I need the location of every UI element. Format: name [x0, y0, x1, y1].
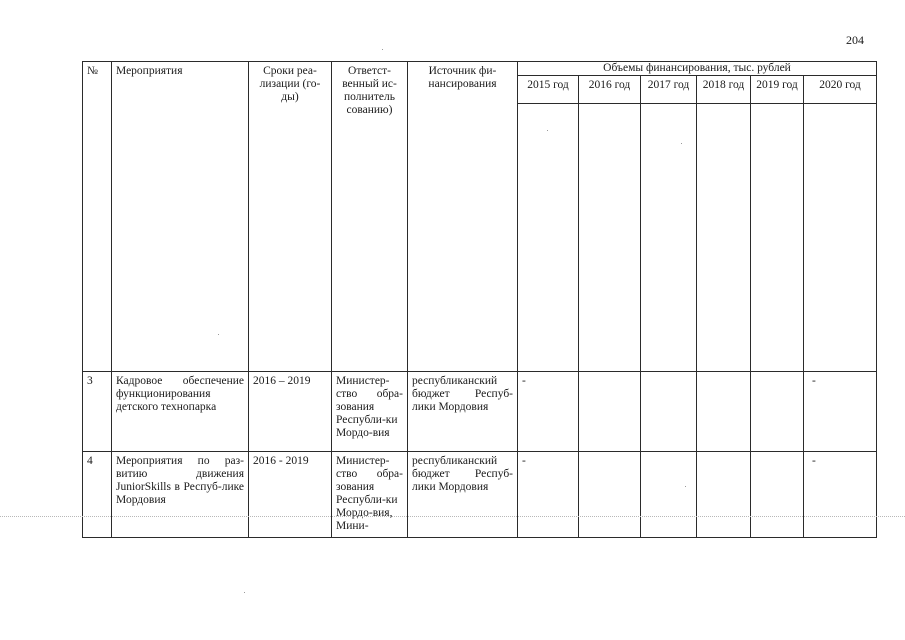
- row-period: 2016 – 2019: [249, 372, 332, 452]
- row-num: 3: [83, 372, 112, 452]
- row-event: Кадровое обеспечение функционирования детского технопарка: [112, 372, 249, 452]
- row-period: 2016 - 2019: [249, 452, 332, 538]
- row-value-2015: -: [518, 452, 579, 538]
- row-event: Мероприятия по раз-витию движения JuniorSkills в Респуб-лике Мордовия: [112, 452, 249, 538]
- row-source: республиканский бюджет Респуб-лики Мордовия: [408, 372, 518, 452]
- scan-speck: [685, 486, 686, 487]
- scan-artifact-line: [0, 516, 905, 517]
- page-number: 204: [846, 33, 864, 47]
- row-value-2018: [697, 372, 751, 452]
- header-source: Источник фи-нансирования: [408, 62, 518, 372]
- row-value-2019: [751, 372, 804, 452]
- row-value-2019: [751, 452, 804, 538]
- row-value-2017: [641, 452, 697, 538]
- header-responsible: Ответст-венный ис-полнитель сованию): [332, 62, 408, 372]
- row-num: 4: [83, 452, 112, 538]
- header-year-2020: 2020 год: [804, 76, 877, 104]
- blank-cell: [751, 104, 804, 372]
- header-year-2015: 2015 год: [518, 76, 579, 104]
- table-row: [83, 452, 877, 538]
- header-volumes: Объемы финансирования, тыс. рублей: [518, 62, 877, 76]
- header-event: Мероприятия: [112, 62, 249, 372]
- row-value-2016: [579, 372, 641, 452]
- header-year-2016: 2016 год: [579, 76, 641, 104]
- scan-speck: [218, 334, 219, 335]
- table-row: [83, 372, 877, 452]
- row-value-2017: [641, 372, 697, 452]
- row-value-2016: [579, 452, 641, 538]
- blank-cell: [641, 104, 697, 372]
- row-value-2020: -: [804, 372, 877, 452]
- blank-cell: [579, 104, 641, 372]
- scan-speck: [547, 130, 548, 131]
- blank-cell: [804, 104, 877, 372]
- row-responsible: Министер-ство обра-зования Республи-ки Мордо-вия: [332, 372, 408, 452]
- scan-speck: [244, 592, 245, 593]
- row-source: республиканский бюджет Респуб-лики Мордовия: [408, 452, 518, 538]
- financing-table: [82, 61, 877, 538]
- row-value-2018: [697, 452, 751, 538]
- blank-cell: [518, 104, 579, 372]
- row-value-2020: -: [804, 452, 877, 538]
- scan-speck: [382, 49, 383, 50]
- row-responsible: Министер-ство обра-зования Республи-ки Мордо-вия, Мини-: [332, 452, 408, 538]
- header-year-2019: 2019 год: [751, 76, 804, 104]
- row-value-2015: -: [518, 372, 579, 452]
- header-num: №: [83, 62, 112, 372]
- header-year-2017: 2017 год: [641, 76, 697, 104]
- blank-cell: [697, 104, 751, 372]
- header-period: Сроки реа-лизации (го-ды): [249, 62, 332, 372]
- scan-speck: [681, 143, 682, 144]
- header-year-2018: 2018 год: [697, 76, 751, 104]
